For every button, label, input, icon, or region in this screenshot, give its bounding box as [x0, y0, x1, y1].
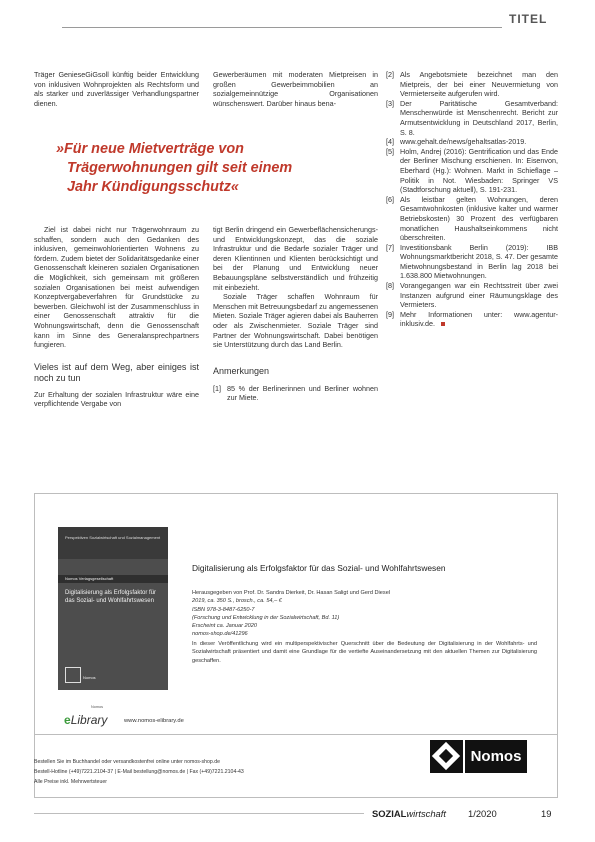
book-price: 2019, ca. 350 S., brosch., ca. 54,– € — [192, 598, 282, 605]
elibrary-logo[interactable] — [64, 713, 107, 727]
notes-list-col2 — [213, 384, 378, 403]
note-item — [386, 70, 558, 99]
note-number: [9] — [386, 309, 394, 319]
col1-body-paragraph: Ziel ist dabei nicht nur Trägerwohnraum zu schaffen, sondern auch den Gedanken des inklusiven, gemeinwohlorientierten Wohnens zu fördern. Zudem bietet der Solidaritätsgedanke einer Genossenschaft kleineren sozialen Organisationen die Möglichkeit, sich gemeinsam mit größeren sozialen Organisationen bei meist aufwendigen Konzeptvergabeverfahren für Grundstücke zu bewerben. Gleichwohl ist der Zusammenschluss in einer Genossenschaft attraktiv für die Wohnungswirtschaft, denn die Genossenschaft kann im Sinne des Generalansprechpartners fungieren. — [34, 225, 199, 350]
note-item — [386, 310, 558, 329]
note-number: [6] — [386, 194, 394, 204]
note-text: www.gehalt.de/news/gehaltsatlas-2019. — [400, 137, 527, 147]
note-text: Investitionsbank Berlin (2019): IBB Wohnungsmarktbericht 2018, S. 47. Der gesamte Mietwohnungsbestand in Berlin lag 2018 bei 1.638.800 Mietwohnungen. — [400, 242, 558, 281]
note-item — [386, 281, 558, 310]
column-1-body — [34, 225, 199, 409]
order-line-1: Bestellen Sie im Buchhandel oder versandkostenfrei online unter nomos-shop.de — [34, 759, 220, 765]
note-text-content: Mehr Informationen unter: www.agentur-inklusiv.de. — [400, 309, 558, 329]
book-description: In dieser Veröffentlichung wird ein multiperspektivischer Querschnitt über die Bedeutung der Digitalisierung in der Wohlfahrts- und Sozialwirtschaft präsentiert und damit eine Grundlage für die vertiefte Auseinandersetzung mit den aktuellen Themen zur Digitalisierung geschaffen. — [192, 641, 537, 664]
header-rule — [62, 27, 502, 28]
cover-band-text: Nomos Verlagsgesellschaft — [65, 576, 114, 581]
note-number: [1] — [213, 383, 221, 393]
note-item — [386, 243, 558, 281]
note-text: Holm, Andrej (2016): Gentrification und das Ende der Berliner Mischung erschienen. In: Eisenvon, Eberhard (Hg.): Wohnen. Markt in Schieflage – Politik in Not. Wiesbaden: Springer VS (Stadtforschung aktuell), S. 191-231. — [400, 146, 558, 195]
note-number: [5] — [386, 146, 394, 156]
note-number: [8] — [386, 281, 394, 291]
book-editors: Herausgegeben von Prof. Dr. Sandra Dierkeit, Dr. Hasan Saligt und Gerd Diesel — [192, 590, 391, 596]
section-title: TITEL — [509, 12, 548, 26]
pull-quote-line-2: Trägerwohnungen gilt seit einem — [67, 160, 293, 176]
magazine-name-italic: wirtschaft — [406, 808, 446, 819]
elibrary-e-icon: e — [64, 713, 71, 727]
order-line-2: Bestell-Hotline (+49)7221.2104-37 | E-Mail bestellung@nomos.de | Fax (+49)7221.2104-43 — [34, 769, 244, 775]
note-number: [4] — [386, 137, 394, 147]
footer-rule — [34, 813, 364, 814]
order-line-3: Alle Preise inkl. Mehrwertsteuer — [34, 779, 107, 785]
book-meta — [192, 589, 532, 639]
book-release: Erscheint ca. Januar 2020 — [192, 623, 257, 630]
note-text: 85 % der Berlinerinnen und Berliner wohnen zur Miete. — [227, 383, 378, 403]
cover-title: Digitalisierung als Erfolgsfaktor für das Sozial- und Wohlfahrtswesen — [65, 590, 157, 604]
note-item — [386, 137, 558, 147]
cover-logo-icon — [65, 667, 81, 683]
issue-number: 1/2020 — [468, 808, 497, 819]
note-text: Der Paritätische Gesamtverband: Menschenwürde ist Menschenrecht. Bericht zur Armutsentwicklung in Deutschland 2017, Berlin, S. 8. — [400, 98, 558, 137]
note-item — [213, 384, 378, 403]
note-text: Vorangegangen war ein Rechtsstreit über zwei Instanzen aufgrund einer Räumungsklage des Vermieters. — [400, 281, 558, 310]
col2-top-paragraph: Gewerberäumen mit moderaten Mietpreisen in großen Gewerbeimmobilien an sozialgemeinnützige Organisationen wünschenswert. Darüber hinaus bena- — [213, 70, 378, 108]
col1-top-paragraph: Träger GenieseGiGsoll künftig beider Entwicklung von inklusiven Wohnprojekten als Rechtsform und als starker und zuverlässiger Verhandlungspartner dienen. — [34, 70, 199, 108]
note-item — [386, 195, 558, 243]
magazine-name-bold: SOZIAL — [372, 808, 407, 819]
elibrary-small-label: Nomos — [91, 705, 104, 709]
end-square-icon — [441, 322, 445, 326]
column-2-body — [213, 225, 378, 403]
column-3-notes — [386, 70, 558, 329]
order-info — [34, 757, 434, 787]
notes-heading: Anmerkungen — [213, 365, 270, 376]
column-2-top — [213, 70, 378, 108]
ad-divider — [34, 734, 558, 735]
nomos-brand: Nomos — [465, 740, 527, 773]
notes-list-col3 — [386, 70, 558, 329]
note-number: [7] — [386, 242, 394, 252]
book-series: (Forschung und Entwicklung in der Sozialwirtschaft, Bd. 11) — [192, 614, 340, 621]
col1-end-paragraph: Zur Erhaltung der sozialen Infrastruktur wäre eine verpflichtende Vergabe von — [34, 389, 199, 409]
note-text — [400, 310, 558, 329]
cover-series-text: Perspektiven Sozialwirtschaft und Sozialmanagement — [65, 535, 161, 540]
book-cover — [58, 527, 168, 690]
magazine-name — [372, 808, 446, 819]
note-text: Als leistbar gelten Wohnungen, deren Gesamtwohnkosten (inklusive kalter und warmer Betriebskosten) 30 Prozent des verfügbaren monatlichen Haushaltseinkommens nicht überschreiten. — [400, 194, 558, 243]
book-shop-link[interactable]: nomos-shop.de/41296 — [192, 631, 248, 638]
note-item — [386, 99, 558, 137]
elibrary-url[interactable]: www.nomos-elibrary.de — [124, 718, 184, 724]
col2-body-paragraph-2: Soziale Träger schaffen Wohnraum für Menschen mit Betreuungsbedarf zu angemessenen Mieten. Soziale Träger agieren dabei als Bauherren oder als Zwischenmieter. Soziale Träger sind Partner der Wohnungswirtschaft. Dabei benötigen sie Unterstützung durch das Land Berlin. — [213, 292, 378, 350]
col2-body-paragraph-1: tigt Berlin dringend ein Gewerbeflächensicherungs- und Entwicklungskonzept, das die soziale Infrastruktur und die Bedarfe sozialer Träger und deren Klientinnen und Klienten berücksichtigt und bei der Planung und Entwicklung neuer Bebauungspläne selbstverständlich und frühzeitig mit einbezieht. — [213, 225, 378, 292]
page-number: 19 — [541, 808, 552, 819]
note-item — [386, 147, 558, 195]
note-number: [3] — [386, 98, 394, 108]
note-number: [2] — [386, 70, 394, 79]
elibrary-label: Library — [70, 713, 108, 727]
book-isbn: ISBN 978-3-8487-6250-7 — [192, 606, 255, 613]
col1-subheading: Vieles ist auf dem Weg, aber einiges ist noch zu tun — [34, 361, 199, 383]
book-title: Digitalisierung als Erfolgsfaktor für das Sozial- und Wohlfahrtswesen — [192, 563, 446, 573]
pull-quote-line-3: Jahr Kündigungsschutz« — [67, 179, 239, 195]
note-text: Als Angebotsmiete bezeichnet man den Mietpreis, der bei einer Neuvermietung von Vermieterseite aufgerufen wird. — [400, 70, 558, 99]
nomos-logo-icon — [430, 740, 463, 773]
cover-top-band — [58, 527, 168, 559]
pull-quote-line-1: »Für neue Mietverträge von — [56, 141, 244, 157]
pull-quote — [56, 140, 356, 197]
cover-publisher: Nomos — [83, 675, 96, 680]
column-1-top — [34, 70, 199, 108]
